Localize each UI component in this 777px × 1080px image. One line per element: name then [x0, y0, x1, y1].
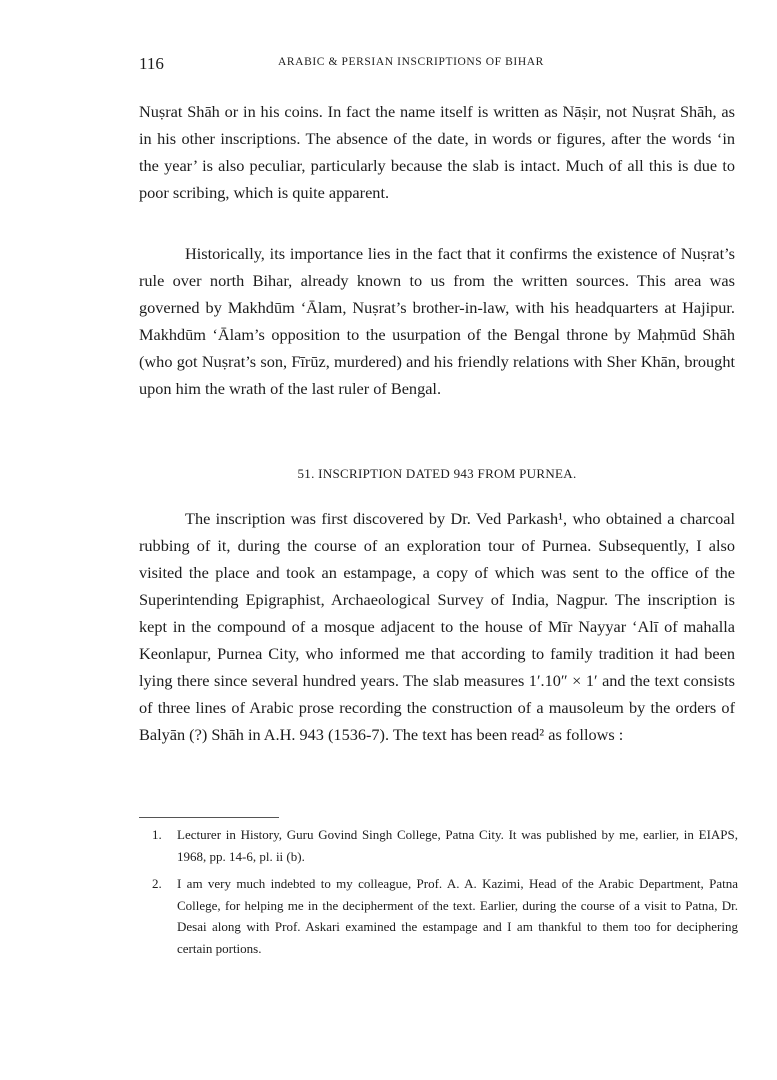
footnote-1	[152, 824, 738, 867]
page-number: 116	[139, 54, 164, 73]
footnote-1-number: 1.	[152, 827, 162, 842]
paragraph-1: Nuṣrat Shāh or in his coins. In fact the name itself is written as Nāṣir, not Nuṣrat Shāh, as in his other inscriptions. The absence of the date, in words or figures, after the words ‘in the year’ is also peculiar, particularly because the slab is intact. Much of all this is due to poor scribing, which is quite apparent.	[139, 102, 735, 202]
footnote-2	[152, 873, 738, 959]
footnotes	[152, 824, 738, 965]
paragraph-3: The inscription was first discovered by Dr. Ved Parkash¹, who obtained a charcoal rubbing of it, during the course of an exploration tour of Purnea. Subsequently, I also visited the place and took an estampage, a copy of which was sent to the office of the Superintending Epigraphist, Archaeological Survey of India, Nagpur. The inscription is kept in the compound of a mosque adjacent to the house of Mīr Nayyar ‘Alī of mahalla Keonlapur, Purnea City, who informed me that according to family tradition it had been lying there since several hundred years. The slab measures 1′.10″ × 1′ and the text consists of three lines of Arabic prose recording the construction of a mausoleum by the orders of Balyān (?) Shāh in A.H. 943 (1536-7). The text has been read² as follows :	[139, 509, 735, 744]
running-head: ARABIC & PERSIAN INSCRIPTIONS OF BIHAR	[278, 56, 544, 68]
paragraph-3-container	[139, 505, 735, 748]
footnote-2-text: I am very much indebted to my colleague, Prof. A. A. Kazimi, Head of the Arabic Department, Patna College, for helping me in the decipherment of the text. Earlier, during the course of a visit to Patna, Dr. Desai along with Prof. Askari examined the estampage and I am thankful to them too for deciphering certain portions.	[177, 876, 738, 956]
footnote-2-number: 2.	[152, 876, 162, 891]
section-heading: 51. INSCRIPTION DATED 943 FROM PURNEA.	[297, 466, 577, 481]
paragraph-1-container	[139, 98, 735, 206]
footnote-divider	[139, 817, 279, 818]
paragraph-2: Historically, its importance lies in the fact that it confirms the existence of Nuṣrat’s rule over north Bihar, already known to us from the written sources. This area was governed by Makhdūm ‘Ālam, Nuṣrat’s brother-in-law, with his headquarters at Hajipur. Makhdūm ‘Ālam’s opposition to the usurpation of the Bengal throne by Maḥmūd Shāh (who got Nuṣrat’s son, Fīrūz, murdered) and his friendly relations with Sher Khān, brought upon him the wrath of the last ruler of Bengal.	[139, 244, 735, 398]
footnote-1-text: Lecturer in History, Guru Govind Singh College, Patna City. It was published by me, earlier, in EIAPS, 1968, pp. 14-6, pl. ii (b).	[177, 827, 738, 864]
paragraph-2-container	[139, 240, 735, 402]
